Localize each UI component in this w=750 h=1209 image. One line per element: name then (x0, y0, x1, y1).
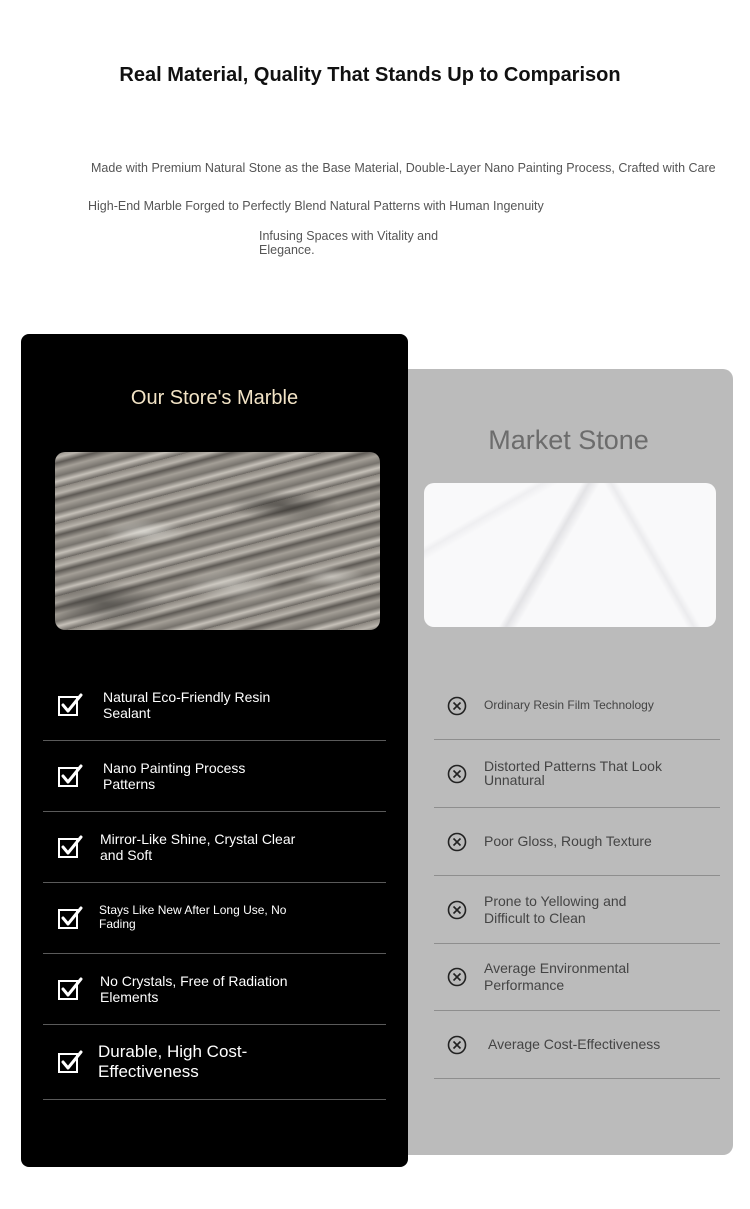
drawback-label: Average Cost-Effectiveness (488, 1036, 661, 1053)
feature-row (43, 812, 386, 883)
check-box-icon (57, 834, 83, 860)
feature-label: Stays Like New After Long Use, No Fading (99, 903, 287, 931)
drawback-label: Poor Gloss, Rough Texture (484, 833, 652, 850)
feature-label: Durable, High Cost-Effectiveness (98, 1042, 248, 1081)
check-box-icon (57, 763, 83, 789)
subtitle-2: High-End Marble Forged to Perfectly Blend Natural Patterns with Human Ingenuity (88, 199, 544, 213)
feature-row (43, 883, 386, 954)
check-box-icon (57, 905, 83, 931)
feature-row (43, 741, 386, 812)
check-box-icon (57, 1049, 83, 1075)
drawback-label: Distorted Patterns That Look Unnatural (484, 758, 662, 788)
circle-x-icon (447, 1035, 467, 1055)
market-stone-title: Market Stone (488, 425, 649, 455)
our-marble-image (55, 452, 380, 630)
circle-x-icon (447, 696, 467, 716)
our-marble-title: Our Store's Marble (130, 387, 299, 409)
drawback-row (434, 740, 720, 808)
drawback-label: Prone to Yellowing and Difficult to Clean (484, 893, 627, 926)
drawback-row (434, 1011, 720, 1079)
circle-x-icon (447, 764, 467, 784)
circle-x-icon (447, 900, 467, 920)
feature-label: No Crystals, Free of Radiation Elements (100, 972, 288, 1005)
drawback-label: Average Environmental Performance (484, 960, 630, 993)
market-stone-card (404, 369, 733, 1155)
feature-label: Nano Painting Process Patterns (103, 759, 246, 792)
check-box-icon (57, 692, 83, 718)
feature-row (43, 1025, 386, 1100)
circle-x-icon (447, 967, 467, 987)
headline: Real Material, Quality That Stands Up to Comparison (119, 64, 621, 86)
feature-label: Natural Eco-Friendly Resin Sealant (103, 688, 271, 721)
feature-row (43, 670, 386, 741)
feature-label: Mirror-Like Shine, Crystal Clear and Soft (100, 830, 296, 863)
feature-row (43, 954, 386, 1025)
drawback-row (434, 876, 720, 944)
market-stone-image (424, 483, 716, 627)
drawback-label: Ordinary Resin Film Technology (484, 697, 654, 712)
subtitle-3: Infusing Spaces with Vitality and Elegance. (259, 229, 439, 257)
drawback-row (434, 943, 720, 1011)
drawback-row (434, 672, 720, 740)
check-box-icon (57, 976, 83, 1002)
circle-x-icon (447, 832, 467, 852)
subtitle-1: Made with Premium Natural Stone as the Base Material, Double-Layer Nano Painting Process, Crafted with Care (91, 161, 716, 175)
our-marble-card (21, 334, 408, 1167)
drawback-row (434, 808, 720, 876)
